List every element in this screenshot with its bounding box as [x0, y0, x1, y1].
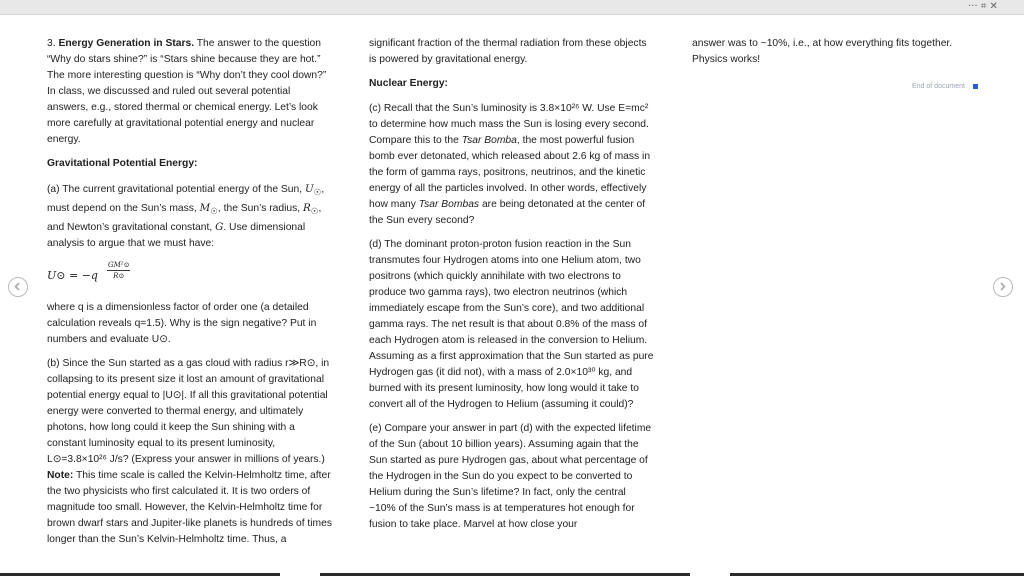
end-marker-icon — [973, 84, 978, 89]
problem-title: Energy Generation in Stars. — [58, 38, 195, 49]
equation-lhs: U⊙ = −q — [47, 269, 98, 283]
chevron-right-icon — [997, 281, 1008, 292]
window-controls[interactable]: ··· ⌗ ✕ — [968, 1, 998, 12]
part-b: (b) Since the Sun started as a gas cloud with radius r≫R⊙, in collapsing to its present size it lost an amount of gravitational potential energy equal to |U⊙|. If all this gravitational potential energy were converted to thermal energy, and ultimately photons, how long could it keep the Sun shining with a constant luminosity equal to its present luminosity, L⊙=3.8×10²⁶ J/s? (Express your answer in millions of years.) — [47, 358, 330, 466]
column-1 — [47, 36, 334, 556]
gravitational-energy-equation — [47, 260, 334, 290]
nuclear-heading: Nuclear Energy: — [369, 78, 448, 89]
part-a: (a) The current gravitational potential energy of the Sun, $U_☉$, must depend on the Sun’s mass, $M_☉$, the Sun’s radius, $R_☉$, and Newton’s gravitational constant, G. Use dimensional analysis to argue that we must have: — [47, 183, 325, 250]
column-2 — [369, 36, 655, 541]
chevron-left-icon — [12, 281, 23, 292]
part-c: (c) Recall that the Sun’s luminosity is 3.8×10²⁶ W. Use E=mc² to determine how much mass the Sun is losing every second. Compare this to the Tsar Bomba, the most powerful fusion bomb ever detonated, which released about 2.6 kg of mass in the form of gamma rays, positrons, neutrinos, and the kinetic energy of all the particles involved. In other words, effectively how many Tsar Bombas are being detonated at the center of the Sun every second? — [369, 103, 651, 226]
equation-fraction: $\frac{\text{GM²⊙}}{R⊙}$ — [108, 261, 130, 281]
previous-page-button[interactable] — [8, 277, 28, 297]
problem-intro: 3. Energy Generation in Stars. The answer to the question “Why do stars shine?” is “Stars shine because they are hot.” The more interesting question is “Why don’t they cool down?” In class, we discussed and ruled out several potential answers, e.g., stored thermal or chemical energy. Let’s look more carefully at gravitational potential energy and nuclear energy. — [47, 38, 327, 145]
part-d: (d) The dominant proton-proton fusion reaction in the Sun transmutes four Hydrogen atoms into one Helium atom, two positrons (which quickly annihilate with two electrons to produce two gamma rays), two electron neutrinos (which immediately escape from the Sun’s core), and two additional gamma rays. The net result is that about 0.8% of the mass of each Hydrogen atom is released in the conversion to Helium. Assuming as a first approximation that the Sun started as pure Hydrogen gas (it did not), with a mass of 2.0×10³⁰ kg, and burned with its present luminosity, how long would it take to convert all of the Hydrogen to Helium (assuming it could)? — [369, 239, 654, 410]
part-e: (e) Compare your answer in part (d) with the expected lifetime of the Sun (about 10 billion years). Assuming again that the Sun started as pure Hydrogen gas, about what percentage of the Hydrogen in the Sun do you expect to be converted to Helium during the Sun’s lifetime? In fact, only the central ~10% of the Sun’s mass is at temperatures hot enough for fusion to take place. Marvel at how close your — [369, 423, 652, 530]
column-3 — [692, 36, 977, 76]
conclusion: answer was to ~10%, i.e., at how everything fits together. Physics works! — [692, 38, 953, 65]
note: Note: This time scale is called the Kelvin-Helmholtz time, after the two physicists who first calculated it. It is two orders of magnitude too small. However, the Kelvin-Helmholtz time for brown dwarf stars and Jupiter-like planets is hundreds of times longer than the Sun’s Kelvin-Helmholtz time. Thus, a — [47, 470, 333, 546]
end-of-document: End of document — [912, 83, 978, 90]
continued-text: significant fraction of the thermal radiation from these objects is powered by gravitational energy. — [369, 38, 647, 65]
gravitational-heading: Gravitational Potential Energy: — [47, 158, 198, 169]
next-page-button[interactable] — [993, 277, 1013, 297]
window-title-bar — [0, 0, 1024, 15]
part-a-where: where q is a dimensionless factor of order one (a detailed calculation reveals q=1.5). Why is the sign negative? Put in numbers and evaluate U⊙. — [47, 302, 317, 346]
